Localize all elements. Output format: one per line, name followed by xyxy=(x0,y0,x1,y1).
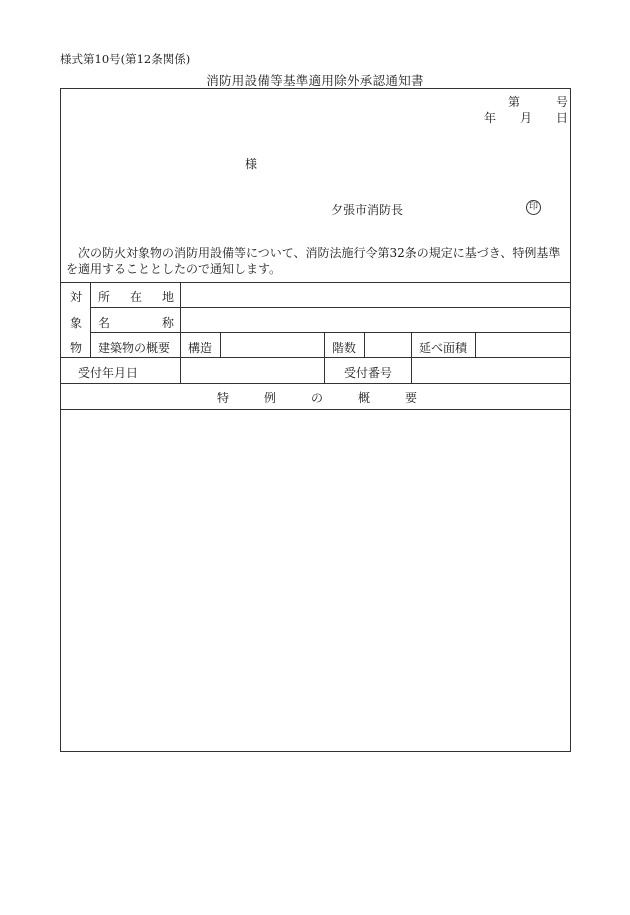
form-frame xyxy=(60,88,571,752)
notice-number-suffix: 号 xyxy=(556,95,569,109)
notice-number-prefix: 第 xyxy=(508,95,521,109)
location-label: 所 在 地 xyxy=(98,290,174,304)
received-date-label: 受付年月日 xyxy=(78,366,139,380)
group-label-char-2: 象 xyxy=(70,316,83,330)
structure-label: 構造 xyxy=(188,341,213,355)
issuer-name: 夕張市消防長 xyxy=(331,203,404,217)
date-year: 年 xyxy=(484,111,497,125)
notice-body: 次の防火対象物の消防用設備等について、消防法施行令第32条の規定に基づき、特例基準を適用することとしたので通知します。 xyxy=(66,246,561,276)
group-label-char-1: 対 xyxy=(70,290,83,304)
document-title: 消防用設備等基準適用除外承認通知書 xyxy=(206,73,424,88)
floor-area-label: 延べ面積 xyxy=(419,341,468,355)
building-outline-label: 建築物の概要 xyxy=(98,341,171,355)
group-label-char-3: 物 xyxy=(70,341,83,355)
date-month: 月 xyxy=(520,111,533,125)
received-number-label: 受付番号 xyxy=(344,366,393,380)
seal-mark: 印 xyxy=(526,200,541,215)
form-code: 様式第10号(第12条関係) xyxy=(60,52,191,66)
addressee-suffix: 様 xyxy=(245,157,258,171)
floors-label: 階数 xyxy=(332,341,357,355)
date-day: 日 xyxy=(556,111,569,125)
name-label: 名 称 xyxy=(98,316,174,330)
special-outline-label: 特 例 の 概 要 xyxy=(217,391,417,405)
